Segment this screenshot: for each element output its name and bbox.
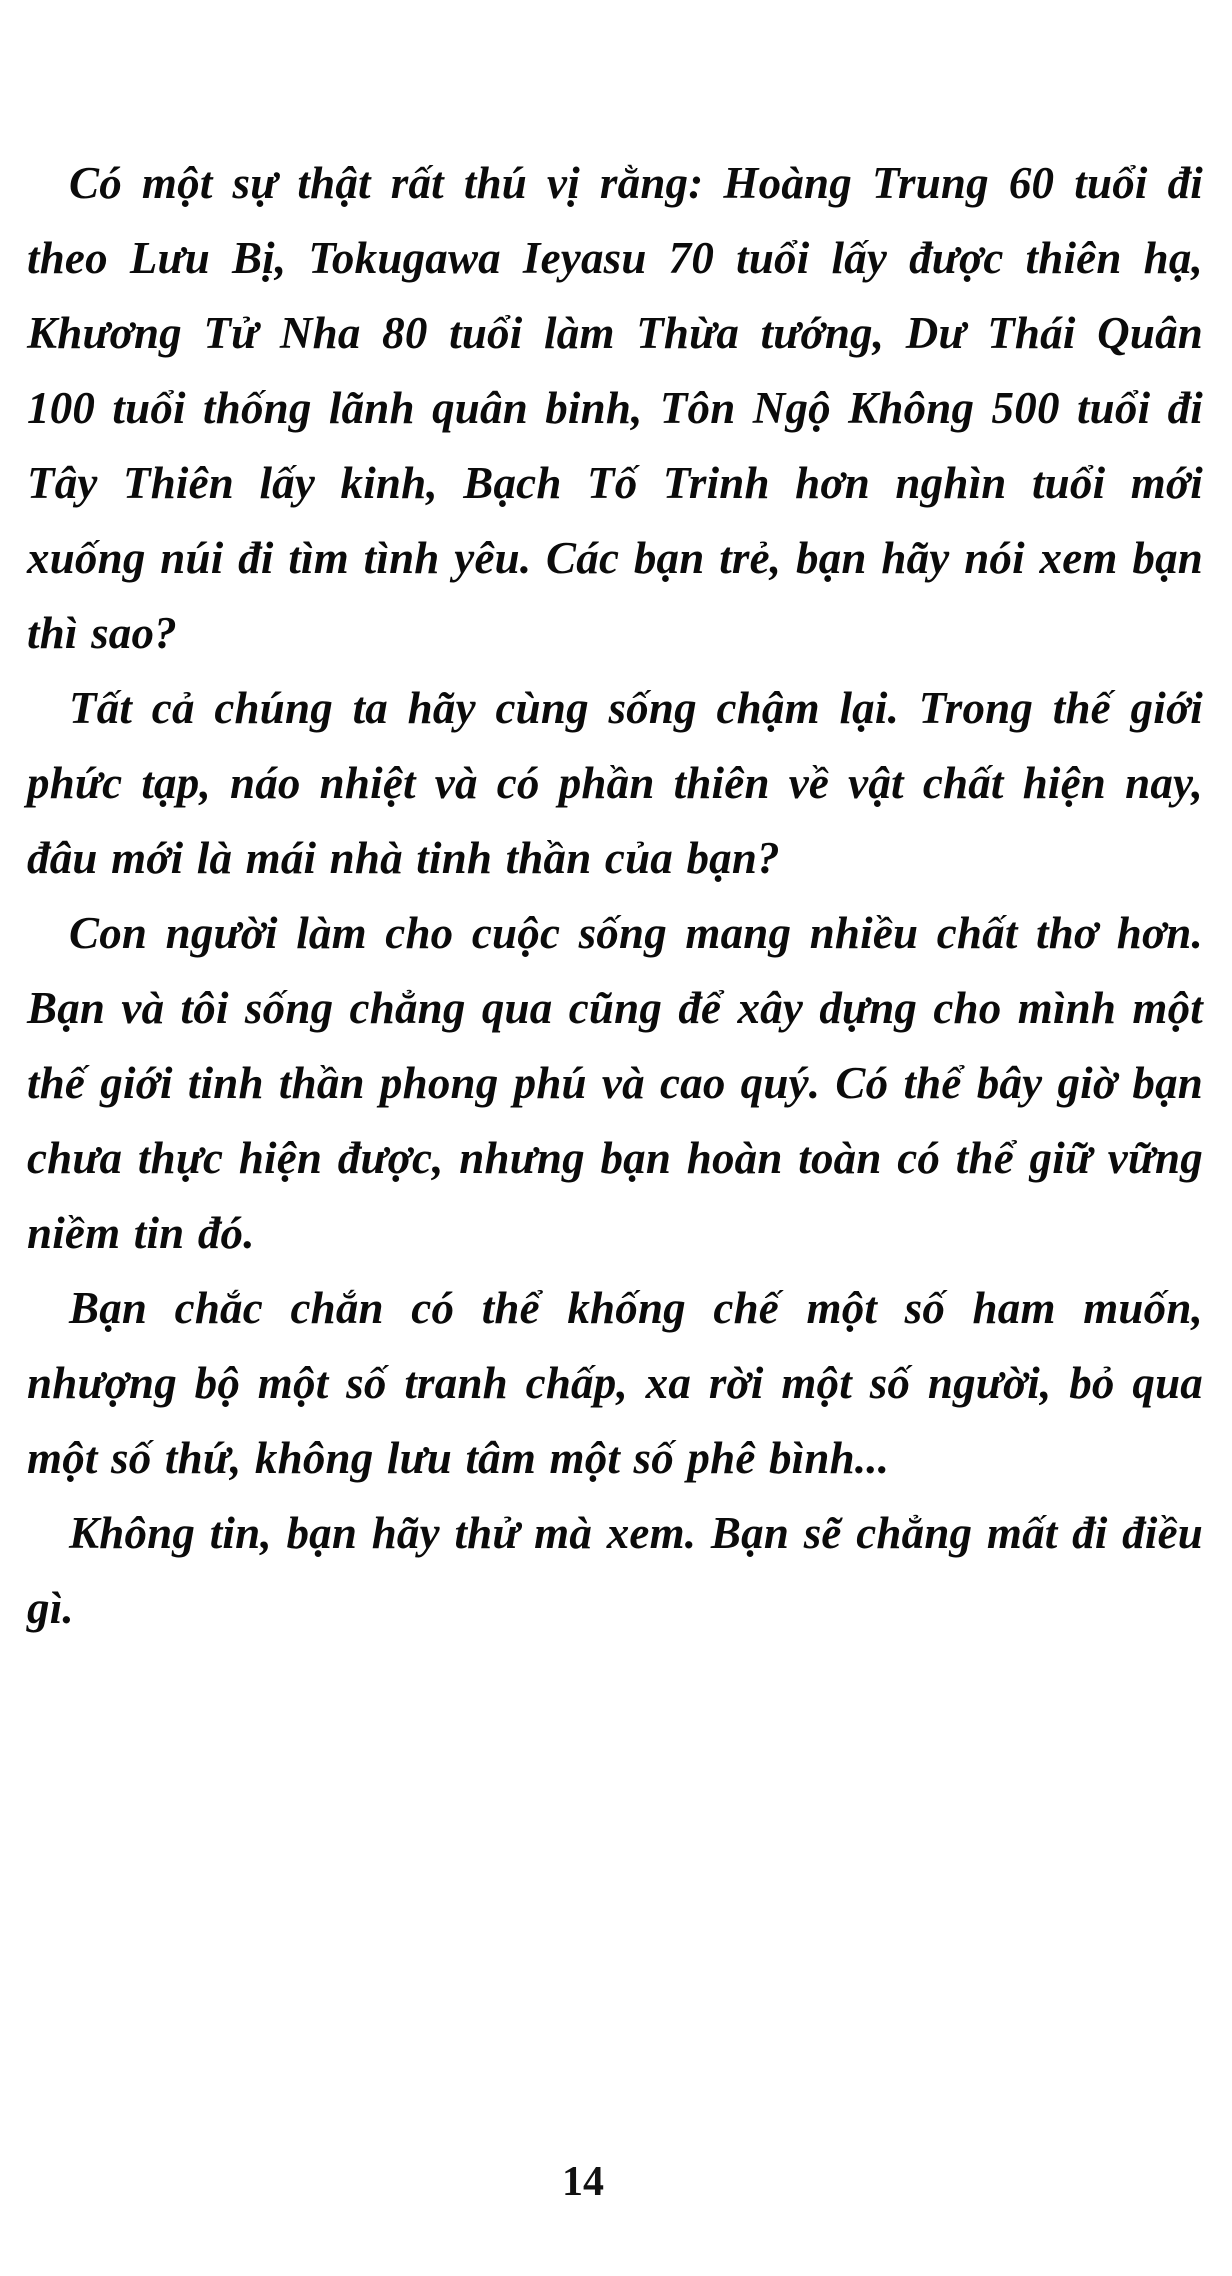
body-text <box>27 146 1203 1646</box>
paragraph: Con người làm cho cuộc sống mang nhiều chất thơ hơn. Bạn và tôi sống chẳng qua cũng để xây dựng cho mình một thế giới tinh thần phong phú và cao quý. Có thể bây giờ bạn chưa thực hiện được, nhưng bạn hoàn toàn có thể giữ vững niềm tin đó. <box>27 908 1203 1258</box>
paragraph: Có một sự thật rất thú vị rằng: Hoàng Trung 60 tuổi đi theo Lưu Bị, Tokugawa Ieyasu 70 tuổi lấy được thiên hạ, Khương Tử Nha 80 tuổi làm Thừa tướng, Dư Thái Quân 100 tuổi thống lãnh quân binh, Tôn Ngộ Không 500 tuổi đi Tây Thiên lấy kinh, Bạch Tố Trinh hơn nghìn tuổi mới xuống núi đi tìm tình yêu. Các bạn trẻ, bạn hãy nói xem bạn thì sao? <box>27 158 1203 658</box>
page-number: 14 <box>562 2159 604 2205</box>
paragraph: Bạn chắc chắn có thể khống chế một số ham muốn, nhượng bộ một số tranh chấp, xa rời một số người, bỏ qua một số thứ, không lưu tâm một số phê bình... <box>27 1283 1203 1483</box>
paragraph: Tất cả chúng ta hãy cùng sống chậm lại. Trong thế giới phức tạp, náo nhiệt và có phần thiên về vật chất hiện nay, đâu mới là mái nhà tinh thần của bạn? <box>27 683 1203 883</box>
paragraph: Không tin, bạn hãy thử mà xem. Bạn sẽ chẳng mất đi điều gì. <box>27 1508 1203 1633</box>
